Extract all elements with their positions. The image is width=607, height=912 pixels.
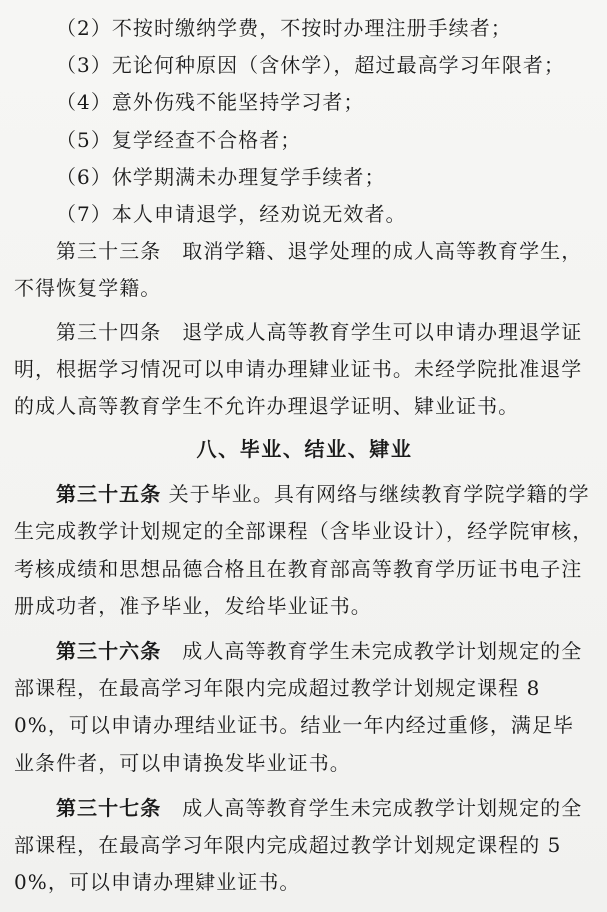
- article-37: [14, 790, 595, 902]
- article-37-label: 第三十七条: [56, 795, 162, 820]
- list-item: （5）复学经查不合格者；: [56, 127, 302, 152]
- list-item: （6）休学期满未办理复学手续者；: [56, 164, 386, 189]
- list-item: （7）本人申请退学，经劝说无效者。: [56, 202, 407, 227]
- list-item: （4）意外伤残不能坚持学习者；: [56, 90, 365, 115]
- article-36: [14, 633, 595, 782]
- article-36-text: 成人高等教育学生未完成教学计划规定的全部课程，在最高学习年限内完成超过教学计划规定课程 80%，可以申请办理结业证书。结业一年内经过重修，满足毕业条件者，可以申请换发毕业证书。: [14, 639, 583, 775]
- article-36-label: 第三十六条: [56, 639, 162, 664]
- article-34-label: 第三十四条: [56, 319, 162, 344]
- section-heading: 八、毕业、结业、肄业: [196, 437, 413, 462]
- article-33-label: 第三十三条: [56, 239, 162, 264]
- article-33-text: 取消学籍、退学处理的成人高等教育学生，不得恢复学籍。: [14, 239, 583, 301]
- article-33: [14, 233, 595, 307]
- list-item: （3）无论何种原因（含休学），超过最高学习年限者；: [56, 53, 565, 78]
- article-35: [14, 476, 595, 625]
- article-37-text: 成人高等教育学生未完成教学计划规定的全部课程，在最高学习年限内完成超过教学计划规定课程的 50%，可以申请办理肄业证书。: [14, 795, 583, 895]
- article-35-text: 关于毕业。具有网络与继续教育学院学籍的学生完成教学计划规定的全部课程（含毕业设计），经学院审核，考核成绩和思想品德合格且在教育部高等教育学历证书电子注册成功者，准予毕业，发给毕业证书。: [14, 482, 594, 618]
- article-34-text: 退学成人高等教育学生可以申请办理退学证明，根据学习情况可以申请办理肄业证书。未经学院批准退学的成人高等教育学生不允许办理退学证明、肄业证书。: [14, 319, 583, 419]
- article-34: [14, 314, 595, 426]
- article-35-label: 第三十五条: [56, 482, 162, 507]
- list-item: （2）不按时缴纳学费，不按时办理注册手续者；: [56, 16, 512, 40]
